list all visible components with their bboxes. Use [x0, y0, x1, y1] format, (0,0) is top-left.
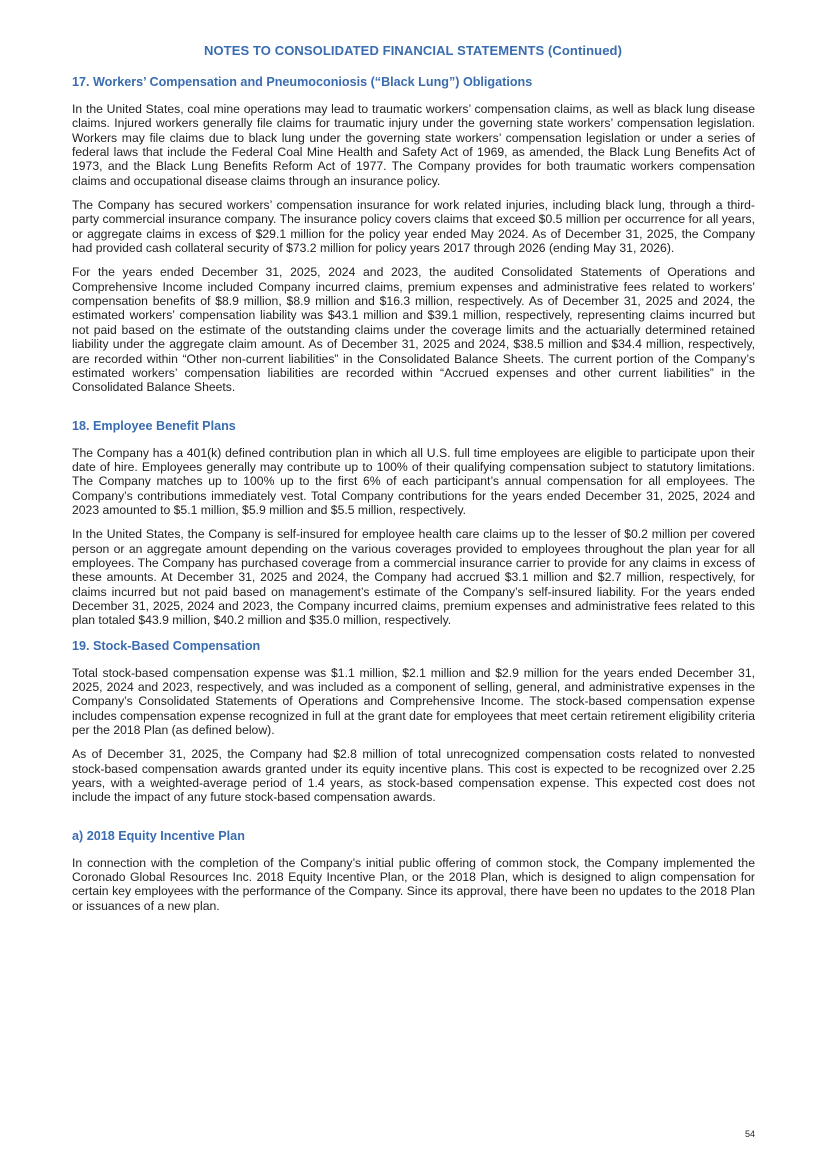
subsection-2018-equity-incentive-plan	[72, 828, 755, 913]
paragraph: As of December 31, 2025, the Company had $2.8 million of total unrecognized compensation costs related to nonvested stock-based compensation awards granted under its equity incentive plans. This cost is expected to be recognized over 2.25 years, with a weighted-average period of 1.4 years, as stock-based compensation expense. This expected cost does not include the impact of any future stock-based compensation awards.	[72, 747, 755, 805]
paragraph: In the United States, the Company is self-insured for employee health care claims up to the lesser of $0.2 million per covered person or an aggregate amount depending on the various coverages provided to employees throughout the plan year for all employees. The Company has purchased coverage from a commercial insurance carrier to provide for any claims in excess of these amounts. At December 31, 2025 and 2024, the Company had accrued $3.1 million and $2.7 million, respectively, for claims incurred but not paid based on management’s estimate of the Company’s self-insured liability. For the years ended December 31, 2025, 2024 and 2023, the Company incurred claims, premium expenses and administrative fees related to this plan totaled $43.9 million, $40.2 million and $35.0 million, respectively.	[72, 527, 755, 628]
section-17-workers-compensation	[72, 74, 755, 395]
document-body	[72, 74, 755, 923]
section-19-stock-based-compensation	[72, 638, 755, 805]
page-number: 54	[744, 1129, 755, 1139]
section-heading: 17. Workers’ Compensation and Pneumoconiosis (“Black Lung”) Obligations	[72, 75, 533, 89]
paragraph: In connection with the completion of the Company’s initial public offering of common stock, the Company implemented the Coronado Global Resources Inc. 2018 Equity Incentive Plan, or the 2018 Plan, which is designed to align compensation for certain key employees with the performance of the Company. Since its approval, there have been no updates to the 2018 Plan or issuances of a new plan.	[72, 855, 755, 913]
subsection-heading: a) 2018 Equity Incentive Plan	[72, 828, 245, 843]
paragraph: The Company has a 401(k) defined contribution plan in which all U.S. full time employees are eligible to participate upon their date of hire. Employees generally may contribute up to 100% of their qualifying compensation subject to statutory limitations. The Company matches up to 100% up to the first 6% of each participant’s annual compensation for all employees. The Company’s contributions immediately vest. Total Company contributions for the years ended December 31, 2025, 2024 and 2023 amounted to $5.1 million, $5.9 million and $5.5 million, respectively.	[72, 445, 755, 517]
section-heading: 18. Employee Benefit Plans	[72, 418, 236, 433]
section-18-employee-benefit-plans	[72, 418, 755, 628]
page-header-title: NOTES TO CONSOLIDATED FINANCIAL STATEMENTS (Continued)	[203, 43, 622, 58]
paragraph: In the United States, coal mine operations may lead to traumatic workers’ compensation claims, as well as black lung disease claims. Injured workers generally file claims for traumatic injury under the governing state workers’ compensation legislation. Workers may file claims due to black lung under the governing state workers’ compensation legislation or under a series of federal laws that include the Federal Coal Mine Health and Safety Act of 1969, as amended, the Black Lung Benefits Act of 1973, and the Black Lung Benefits Reform Act of 1977. The Company provides for both traumatic workers compensation claims and occupational disease claims through an insurance policy.	[72, 102, 755, 188]
section-heading: 19. Stock-Based Compensation	[72, 638, 261, 653]
paragraph: For the years ended December 31, 2025, 2024 and 2023, the audited Consolidated Statements of Operations and Comprehensive Income included Company incurred claims, premium expenses and administrative fees related to workers’ compensation benefits of $8.9 million, $8.9 million and $16.3 million, respectively. As of December 31, 2025 and 2024, the estimated workers’ compensation liability was $43.1 million and $39.1 million, respectively, representing claims incurred but not paid based on the estimate of the outstanding claims under the coverage limits and the actuarially determined retained liability under the aggregate claim amount. As of December 31, 2025 and 2024, $38.5 million and $34.4 million, respectively, are recorded within “Other non-current liabilities” in the Consolidated Balance Sheets. The current portion of the Company’s estimated workers’ compensation liabilities are recorded within “Accrued expenses and other current liabilities” in the Consolidated Balance Sheets.	[72, 265, 755, 395]
paragraph: Total stock-based compensation expense was $1.1 million, $2.1 million and $2.9 million for the years ended December 31, 2025, 2024 and 2023, respectively, and was included as a component of selling, general, and administrative expenses in the Company’s Consolidated Statements of Operations and Comprehensive Income. The stock-based compensation expense includes compensation expense recognized in full at the grant date for employees that meet certain retirement eligibility criteria per the 2018 Plan (as defined below).	[72, 665, 755, 738]
paragraph: The Company has secured workers’ compensation insurance for work related injuries, including black lung, through a third-party commercial insurance company. The insurance policy covers claims that exceed $0.5 million per occurrence for all years, or aggregate claims in excess of $29.1 million for the policy year ended May 2024. As of December 31, 2025, the Company had provided cash collateral security of $73.2 million for policy years 2017 through 2026 (ending May 31, 2026).	[72, 198, 755, 256]
